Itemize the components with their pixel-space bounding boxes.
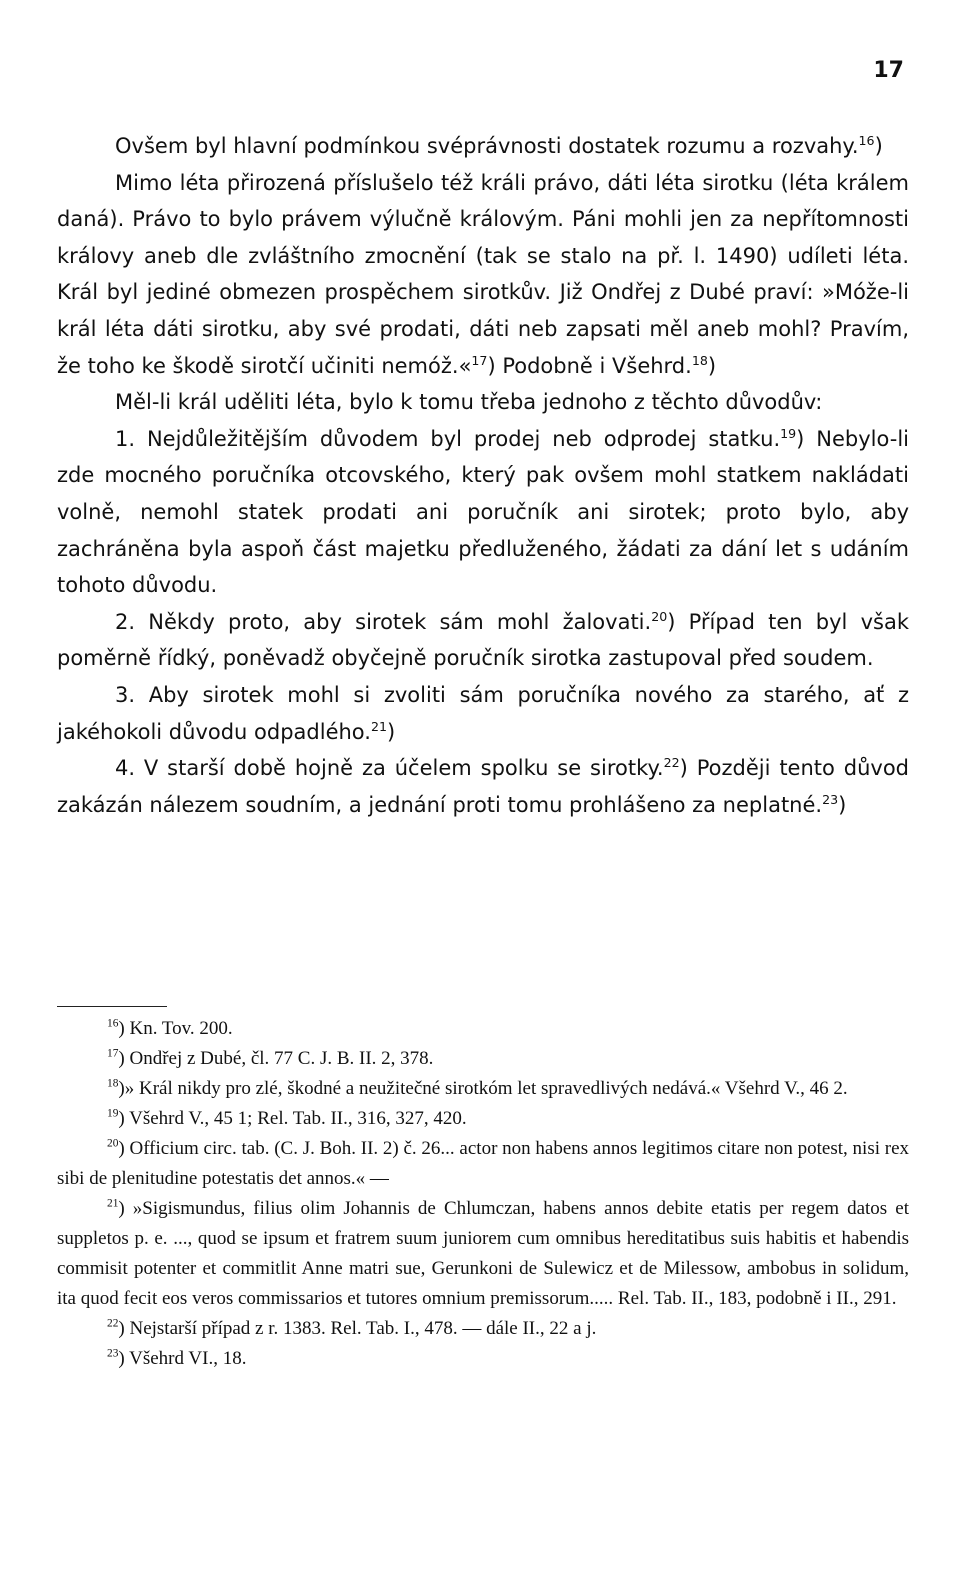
footnotes [57,1014,909,1374]
footnote-separator [57,1006,167,1007]
paragraph: 2. Někdy proto, aby sirotek sám mohl žalovati.$^{20}$) Případ ten byl však poměrně řídký, poněvadž obyčejně poručník sirotka zastupoval před soudem. [57,608,909,671]
footnote: $^{16}$) Kn. Tov. 200. [107,1017,233,1039]
footnote-ref: 18 [691,352,708,368]
main-text [57,128,909,823]
paragraph: Ovšem byl hlavní podmínkou svéprávnosti dostatek rozumu a rozvahy.$^{16}$) [115,132,883,158]
footnote-ref: 16 [858,132,875,148]
page-number: 17 [873,58,904,83]
paragraph: 1. Nejdůležitějším důvodem byl prodej neb odprodej statku.$^{19}$) Nebylo-li zde mocného poručníka otcovského, který pak ovšem mohl statkem nakládati volně, nemohl statek prodati ani poručník ani sirotek; proto bylo, aby zachráněna byla aspoň část majetku předluženého, žádati za dání let s udáním tohoto důvodu. [57,425,909,598]
paragraph: 3. Aby sirotek mohl si zvoliti sám poručníka nového za starého, ať z jakéhokoli důvodu odpadlého.$^{21}$) [57,682,909,744]
paragraph: 4. V starší době hojně za účelem spolku se sirotky.$^{22}$) Později tento důvod zakázán nálezem soudním, a jednání proti tomu prohlášeno za neplatné.$^{23}$) [57,754,910,817]
footnote-ref: 22 [663,754,680,770]
footnote: $^{23}$) Všehrd VI., 18. [107,1347,247,1369]
footnote-ref: 17 [471,352,488,368]
footnote-ref: 20 [651,608,668,624]
footnote: $^{21}$) »Sigismundus, filius olim Johannis de Chlumczan, habens annos debite etatis per regem datos et suppletos p. e. ..., quod se ipsum et fratrem suum juniorem cum omnibus hereditatibus suis habitis et habendis commisit potenter et commitlit Anne matri sue, Gerunkoni de Sulewicz et de Milessow, ambobus in solidum, ita quod fecit eos veros commissarios et tutores omnium premissorum..... Rel. Tab. II., 183, podobně i II., 291. [57,1197,909,1309]
footnote: $^{18}$)» Král nikdy pro zlé, škodné a neužitečné sirotkóm let spravedlivých nedává.« Všehrd V., 46 2. [107,1077,848,1099]
footnote-ref: 21 [370,718,387,734]
footnote: $^{20}$) Officium circ. tab. (C. J. Boh. II. 2) č. 26... actor non habens annos legitimos citare non potest, nisi rex sibi de plenitudine potestatis det annos.« — [57,1137,909,1189]
footnote-ref: 19 [780,425,797,441]
footnote: $^{17}$) Ondřej z Dubé, čl. 77 C. J. B. II. 2, 378. [107,1047,434,1069]
footnote: $^{19}$) Všehrd V., 45 1; Rel. Tab. II., 316, 327, 420. [107,1107,467,1129]
footnote: $^{22}$) Nejstarší případ z r. 1383. Rel. Tab. I., 478. — dále II., 22 a j. [107,1317,597,1339]
paragraph: Mimo léta přirozená příslušelo též králi právo, dáti léta sirotku (léta králem daná). Právo to bylo právem výlučně královým. Páni mohli jen za nepřítomnosti královy aneb dle zvláštního zmocnění (tak se stalo na př. l. 1490) udíleti léta. Král byl jediné obmezen prospěchem sirotkův. Již Ondřej z Dubé praví: »Móže-li král léta dáti sirotku, aby své prodati, dáti neb zapsati měl aneb mohl? Pravím, že toho ke škodě sirotčí učiniti nemóž.«$^{17}$) Podobně i Všehrd.$^{18}$) [57,170,909,378]
paragraph: Měl-li král uděliti léta, bylo k tomu třeba jednoho z těchto důvodův: [115,390,823,415]
footnote-ref: 23 [822,791,839,807]
